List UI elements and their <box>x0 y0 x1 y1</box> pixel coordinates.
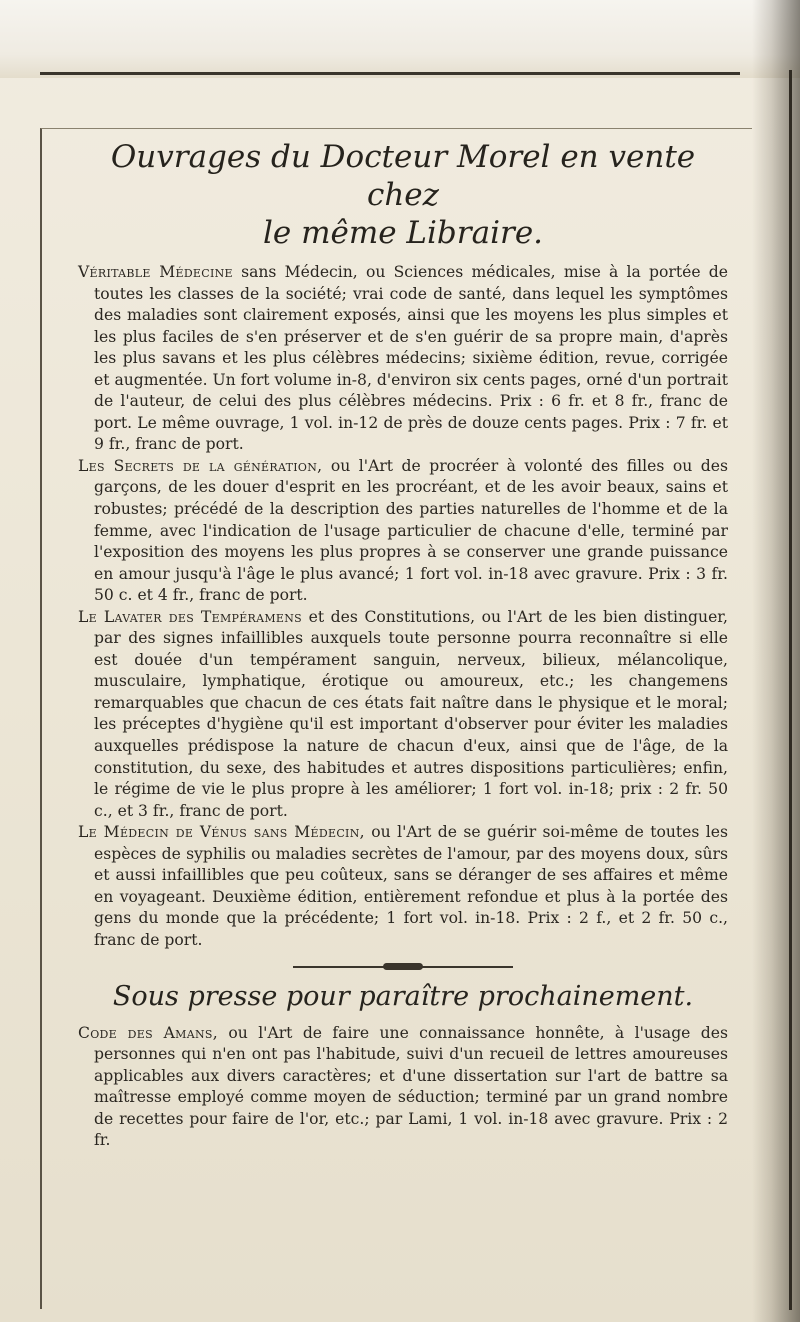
entry-text: ou l'Art de procréer à volonté des filles ou des garçons, de les douer d'esprit en les procréant, et de les avoir beaux, sains et robustes; précédé de la description des parties naturelles de l'homme et de la femme, avec l'indication de l'usage particulier de chacune d'elle, terminé par l'exposition des moyens les plus propres à se conserver une grande puissance en amour jusqu'à l'âge le plus avancé; 1 fort vol. in-18 avec gravure. Prix : 3 fr. 50 c. et 4 fr., franc de port. <box>94 456 728 605</box>
entry-title: Code des Amans, <box>78 1023 219 1042</box>
heading-line-1: Ouvrages du Docteur Morel en vente chez <box>110 139 696 213</box>
page-heading <box>78 138 728 252</box>
book-entry-medecine <box>78 262 728 456</box>
top-rule <box>40 72 740 75</box>
entry-title: Le Médecin de Vénus sans Médecin, <box>78 823 365 842</box>
entry-text: sans Médecin, ou Sciences médicales, mise à la portée de toutes les classes de la société; vrai code de santé, dans lequel les symptômes des maladies sont clairement exposés, ainsi que les moyens les plus simples et les plus faciles de s'en préserver et de s'en guérir de sa propre main, d'après les plus savans et les plus célèbres médecins; sixième édition, revue, corrigée et augmentée. Un fort volume in-8, d'environ six cents pages, orné d'un portrait de l'auteur, de celui des plus célèbres médecins. Prix : 6 fr. et 8 fr., franc de port. Le même ouvrage, 1 vol. in-12 de près de douze cents pages. Prix : 7 fr. et 9 fr., franc de port. <box>94 263 728 454</box>
entry-title: Les Secrets de la génération, <box>78 456 323 475</box>
page-edge <box>789 70 792 1310</box>
top-margin <box>0 0 800 78</box>
book-entry-code-amans <box>78 1023 728 1152</box>
entry-title: Le Lavater des Tempéramens <box>78 607 303 626</box>
book-entry-secrets <box>78 456 728 607</box>
heading-line-2: le même Libraire. <box>262 215 544 251</box>
ornamental-divider <box>293 962 513 972</box>
book-entry-venus <box>78 822 728 951</box>
binding-shadow <box>752 0 800 1322</box>
entry-text: et des Constitutions, ou l'Art de les bien distinguer, par des signes infaillibles auxquels toute personne pourra reconnaître si elle est douée d'un tempérament sanguin, nerveux, bilieux, mélancolique, musculaire, lymphatique, érotique ou amoureux, etc.; les changemens remarquables que chacun de ces états fait naître dans le physique et le moral; les préceptes d'hygiène qu'il est important d'observer pour éviter les maladies auxquelles prédispose la nature de chacun d'eux, ainsi que de l'âge, de la constitution, du sexe, des habitudes et autres dispositions particulières; enfin, le régime de vie le plus propre à les améliorer; 1 fort vol. in-18; prix : 2 fr. 50 c., et 3 fr., franc de port. <box>94 607 729 820</box>
entry-text: ou l'Art de faire une connaissance honnête, à l'usage des personnes qui n'en ont pas l'habitude, suivi d'un recueil de lettres amoureuses applicables aux divers caractères; et d'une dissertation sur l'art de battre sa maîtresse employé comme moyen de séduction; terminé par un grand nombre de recettes pour faire de l'or, etc.; par Lami, 1 vol. in-18 avec gravure. Prix : 2 fr. <box>94 1023 728 1150</box>
entry-text: ou l'Art de se guérir soi-même de toutes les espèces de syphilis ou maladies secrètes de l'amour, par des moyens doux, sûrs et aussi infaillibles que peu coûteux, sans se déranger de ses affaires et même en voyageant. Deuxième édition, entièrement refondue et plus à la portée des gens du monde que la précédente; 1 fort vol. in-18. Prix : 2 f., et 2 fr. 50 c., franc de port. <box>94 823 729 949</box>
entry-title: Véritable Médecine <box>78 263 233 281</box>
advertisement-column <box>78 138 728 1152</box>
book-entry-lavater <box>78 607 728 822</box>
section-heading-forthcoming: Sous presse pour paraître prochainement. <box>112 980 694 1012</box>
